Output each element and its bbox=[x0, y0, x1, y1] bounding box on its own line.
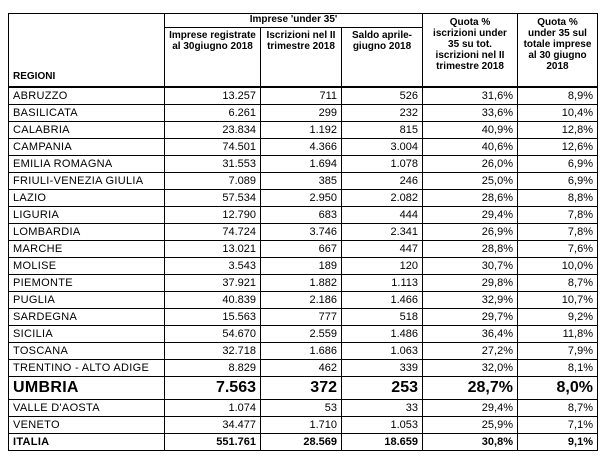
imprese-registrate: 37.921 bbox=[165, 275, 261, 292]
quota-under35: 10,7% bbox=[518, 292, 598, 309]
table-row bbox=[9, 275, 598, 292]
table-row bbox=[9, 105, 598, 122]
imprese-registrate: 13.021 bbox=[165, 241, 261, 258]
table-row bbox=[9, 156, 598, 173]
imprese-registrate: 551.761 bbox=[165, 434, 261, 451]
quota-iscrizioni: 29,4% bbox=[423, 400, 518, 417]
quota-iscrizioni: 27,2% bbox=[423, 343, 518, 360]
quota-under35: 11,8% bbox=[518, 326, 598, 343]
quota-under35: 10,0% bbox=[518, 258, 598, 275]
iscrizioni-trimestre: 3.746 bbox=[261, 224, 342, 241]
quota-under35: 9,1% bbox=[518, 434, 598, 451]
regioni-header: REGIONI bbox=[9, 14, 165, 88]
table-row bbox=[9, 224, 598, 241]
iscrizioni-trimestre: 28.569 bbox=[261, 434, 342, 451]
imprese-registrate: 15.563 bbox=[165, 309, 261, 326]
quota-under35: 8,1% bbox=[518, 360, 598, 377]
iscrizioni-trimestre: 777 bbox=[261, 309, 342, 326]
imprese-registrate: 54.670 bbox=[165, 326, 261, 343]
iscrizioni-trimestre: 1.192 bbox=[261, 122, 342, 139]
iscrizioni-trimestre: 1.710 bbox=[261, 417, 342, 434]
region-name: SARDEGNA bbox=[9, 309, 165, 326]
table-row bbox=[9, 87, 598, 105]
table-row bbox=[9, 207, 598, 224]
quota-iscrizioni: 28,6% bbox=[423, 190, 518, 207]
quota-under35: 7,1% bbox=[518, 417, 598, 434]
quota-iscrizioni-header: Quota % iscrizioni under 35 su tot. iscrizioni nel II trimestre 2018 bbox=[423, 14, 518, 88]
quota-under35: 6,9% bbox=[518, 173, 598, 190]
table-row bbox=[9, 173, 598, 190]
region-name: ITALIA bbox=[9, 434, 165, 451]
quota-under35: 6,9% bbox=[518, 156, 598, 173]
table-row bbox=[9, 292, 598, 309]
quota-iscrizioni: 31,6% bbox=[423, 87, 518, 105]
quota-iscrizioni: 29,4% bbox=[423, 207, 518, 224]
quota-iscrizioni: 26,9% bbox=[423, 224, 518, 241]
saldo-aprile-giugno: 815 bbox=[342, 122, 423, 139]
quota-under35: 8,0% bbox=[518, 377, 598, 400]
saldo-aprile-giugno: 2.082 bbox=[342, 190, 423, 207]
iscrizioni-trimestre: 2.950 bbox=[261, 190, 342, 207]
table-row bbox=[9, 258, 598, 275]
region-name: CALABRIA bbox=[9, 122, 165, 139]
region-name: UMBRIA bbox=[9, 377, 165, 400]
saldo-aprile-giugno: 1.466 bbox=[342, 292, 423, 309]
region-name: LAZIO bbox=[9, 190, 165, 207]
imprese-registrate: 7.089 bbox=[165, 173, 261, 190]
iscrizioni-trimestre: 1.882 bbox=[261, 275, 342, 292]
imprese-registrate: 12.790 bbox=[165, 207, 261, 224]
table-row bbox=[9, 400, 598, 417]
imprese-registrate: 8.829 bbox=[165, 360, 261, 377]
region-name: MOLISE bbox=[9, 258, 165, 275]
quota-under35: 8,8% bbox=[518, 190, 598, 207]
iscrizioni-trimestre: 683 bbox=[261, 207, 342, 224]
quota-iscrizioni: 25,0% bbox=[423, 173, 518, 190]
saldo-aprile-giugno: 253 bbox=[342, 377, 423, 400]
saldo-aprile-giugno: 447 bbox=[342, 241, 423, 258]
quota-under35: 12,8% bbox=[518, 122, 598, 139]
saldo-aprile-giugno: 1.063 bbox=[342, 343, 423, 360]
iscrizioni-trimestre: 2.186 bbox=[261, 292, 342, 309]
col-header-iscrizioni: Iscrizioni nel II trimestre 2018 bbox=[261, 28, 342, 88]
quota-iscrizioni: 28,7% bbox=[423, 377, 518, 400]
saldo-aprile-giugno: 339 bbox=[342, 360, 423, 377]
quota-under35: 8,7% bbox=[518, 400, 598, 417]
quota-iscrizioni: 36,4% bbox=[423, 326, 518, 343]
iscrizioni-trimestre: 711 bbox=[261, 87, 342, 105]
quota-iscrizioni: 40,6% bbox=[423, 139, 518, 156]
iscrizioni-trimestre: 385 bbox=[261, 173, 342, 190]
imprese-under35-table-container bbox=[8, 13, 598, 451]
imprese-registrate: 34.477 bbox=[165, 417, 261, 434]
saldo-aprile-giugno: 444 bbox=[342, 207, 423, 224]
iscrizioni-trimestre: 1.694 bbox=[261, 156, 342, 173]
quota-under35: 7,9% bbox=[518, 343, 598, 360]
region-name: FRIULI-VENEZIA GIULIA bbox=[9, 173, 165, 190]
iscrizioni-trimestre: 189 bbox=[261, 258, 342, 275]
region-name: PUGLIA bbox=[9, 292, 165, 309]
col-header-registrate: Imprese registrate al 30giugno 2018 bbox=[165, 28, 261, 88]
col-header-saldo: Saldo aprile-giugno 2018 bbox=[342, 28, 423, 88]
quota-iscrizioni: 29,7% bbox=[423, 309, 518, 326]
table-row bbox=[9, 417, 598, 434]
table-row bbox=[9, 190, 598, 207]
group-header: Imprese 'under 35' bbox=[165, 14, 423, 28]
region-name: LOMBARDIA bbox=[9, 224, 165, 241]
imprese-registrate: 40.839 bbox=[165, 292, 261, 309]
saldo-aprile-giugno: 1.486 bbox=[342, 326, 423, 343]
imprese-under35-table bbox=[8, 13, 598, 451]
region-name: LIGURIA bbox=[9, 207, 165, 224]
region-name: VENETO bbox=[9, 417, 165, 434]
region-name: TRENTINO - ALTO ADIGE bbox=[9, 360, 165, 377]
quota-under35: 7,6% bbox=[518, 241, 598, 258]
quota-iscrizioni: 33,6% bbox=[423, 105, 518, 122]
quota-iscrizioni: 30,7% bbox=[423, 258, 518, 275]
imprese-registrate: 32.718 bbox=[165, 343, 261, 360]
quota-iscrizioni: 29,8% bbox=[423, 275, 518, 292]
saldo-aprile-giugno: 18.659 bbox=[342, 434, 423, 451]
region-name: TOSCANA bbox=[9, 343, 165, 360]
quota-under35: 7,8% bbox=[518, 207, 598, 224]
saldo-aprile-giugno: 246 bbox=[342, 173, 423, 190]
imprese-registrate: 74.501 bbox=[165, 139, 261, 156]
table-row bbox=[9, 360, 598, 377]
quota-under35: 10,4% bbox=[518, 105, 598, 122]
region-name: MARCHE bbox=[9, 241, 165, 258]
saldo-aprile-giugno: 1.113 bbox=[342, 275, 423, 292]
table-row bbox=[9, 139, 598, 156]
quota-under35: 9,2% bbox=[518, 309, 598, 326]
saldo-aprile-giugno: 3.004 bbox=[342, 139, 423, 156]
imprese-registrate: 13.257 bbox=[165, 87, 261, 105]
table-row bbox=[9, 343, 598, 360]
saldo-aprile-giugno: 1.053 bbox=[342, 417, 423, 434]
table-row bbox=[9, 377, 598, 400]
table-row bbox=[9, 122, 598, 139]
quota-iscrizioni: 28,8% bbox=[423, 241, 518, 258]
region-name: EMILIA ROMAGNA bbox=[9, 156, 165, 173]
iscrizioni-trimestre: 372 bbox=[261, 377, 342, 400]
quota-iscrizioni: 25,9% bbox=[423, 417, 518, 434]
iscrizioni-trimestre: 462 bbox=[261, 360, 342, 377]
region-name: SICILIA bbox=[9, 326, 165, 343]
iscrizioni-trimestre: 53 bbox=[261, 400, 342, 417]
region-name: BASILICATA bbox=[9, 105, 165, 122]
saldo-aprile-giugno: 33 bbox=[342, 400, 423, 417]
saldo-aprile-giugno: 518 bbox=[342, 309, 423, 326]
table-row bbox=[9, 326, 598, 343]
imprese-registrate: 74.724 bbox=[165, 224, 261, 241]
iscrizioni-trimestre: 299 bbox=[261, 105, 342, 122]
quota-under35: 12,6% bbox=[518, 139, 598, 156]
region-name: VALLE D'AOSTA bbox=[9, 400, 165, 417]
iscrizioni-trimestre: 4.366 bbox=[261, 139, 342, 156]
saldo-aprile-giugno: 2.341 bbox=[342, 224, 423, 241]
imprese-registrate: 1.074 bbox=[165, 400, 261, 417]
quota-iscrizioni: 30,8% bbox=[423, 434, 518, 451]
quota-under35: 7,8% bbox=[518, 224, 598, 241]
table-row bbox=[9, 309, 598, 326]
iscrizioni-trimestre: 1.686 bbox=[261, 343, 342, 360]
saldo-aprile-giugno: 526 bbox=[342, 87, 423, 105]
quota-under35-header: Quota % under 35 sul totale imprese al 30 giugno 2018 bbox=[518, 14, 598, 88]
iscrizioni-trimestre: 667 bbox=[261, 241, 342, 258]
quota-under35: 8,7% bbox=[518, 275, 598, 292]
imprese-registrate: 31.553 bbox=[165, 156, 261, 173]
saldo-aprile-giugno: 1.078 bbox=[342, 156, 423, 173]
quota-iscrizioni: 32,0% bbox=[423, 360, 518, 377]
imprese-registrate: 23.834 bbox=[165, 122, 261, 139]
saldo-aprile-giugno: 232 bbox=[342, 105, 423, 122]
region-name: CAMPANIA bbox=[9, 139, 165, 156]
saldo-aprile-giugno: 120 bbox=[342, 258, 423, 275]
region-name: PIEMONTE bbox=[9, 275, 165, 292]
imprese-registrate: 57.534 bbox=[165, 190, 261, 207]
quota-iscrizioni: 26,0% bbox=[423, 156, 518, 173]
table-row bbox=[9, 434, 598, 451]
region-name: ABRUZZO bbox=[9, 87, 165, 105]
table-row bbox=[9, 241, 598, 258]
quota-iscrizioni: 40,9% bbox=[423, 122, 518, 139]
quota-iscrizioni: 32,9% bbox=[423, 292, 518, 309]
table-body bbox=[9, 87, 598, 451]
imprese-registrate: 3.543 bbox=[165, 258, 261, 275]
quota-under35: 8,9% bbox=[518, 87, 598, 105]
iscrizioni-trimestre: 2.559 bbox=[261, 326, 342, 343]
imprese-registrate: 6.261 bbox=[165, 105, 261, 122]
imprese-registrate: 7.563 bbox=[165, 377, 261, 400]
